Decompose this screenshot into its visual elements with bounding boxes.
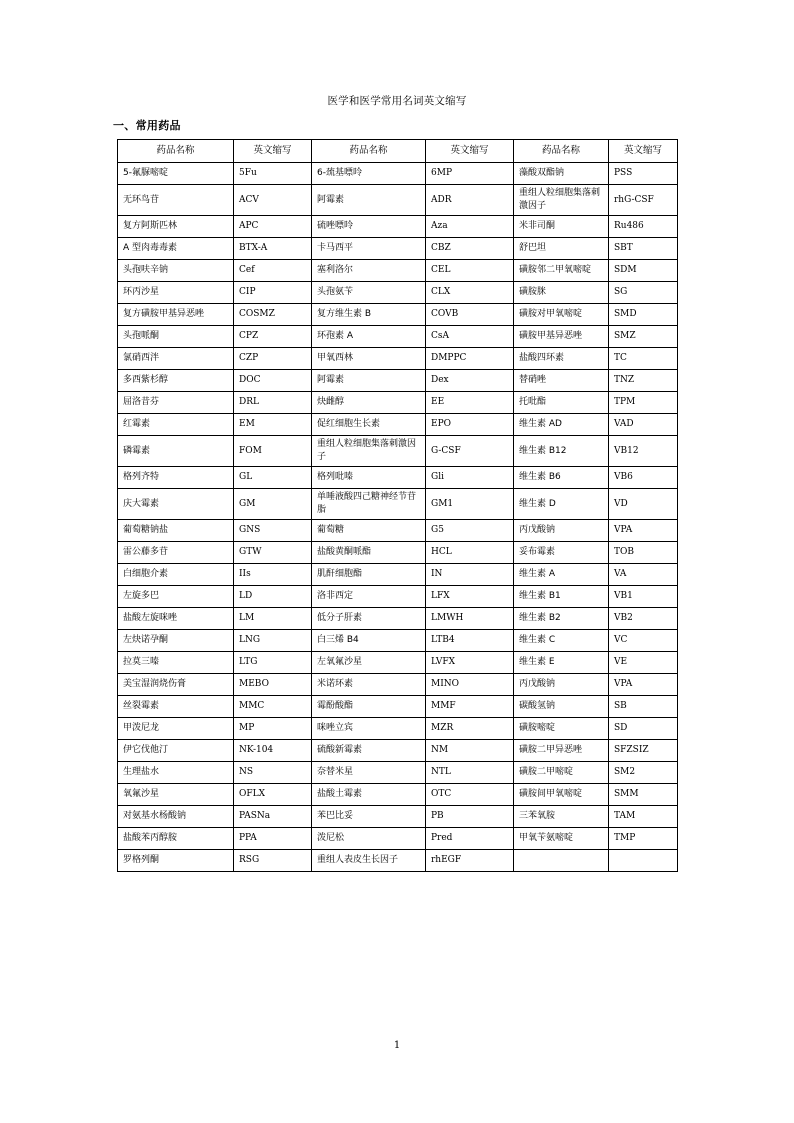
drug-name-cell: 甲泼尼龙 bbox=[118, 718, 234, 740]
drug-name-cell: 磺胺脒 bbox=[514, 282, 609, 304]
drug-name-cell: 头孢哌酮 bbox=[118, 326, 234, 348]
drug-name-cell: 白三烯 B4 bbox=[312, 630, 426, 652]
drug-name-cell: 盐酸黄酮哌酯 bbox=[312, 542, 426, 564]
drug-name-cell: 苯巴比妥 bbox=[312, 806, 426, 828]
drug-name-cell: 6-巯基嘌呤 bbox=[312, 163, 426, 185]
abbreviation-cell: Pred bbox=[426, 828, 514, 850]
abbreviation-cell: VB2 bbox=[609, 608, 678, 630]
drug-name-cell: 低分子肝素 bbox=[312, 608, 426, 630]
abbreviation-cell: SDM bbox=[609, 260, 678, 282]
column-header-abbreviation-1: 英文缩写 bbox=[234, 140, 312, 163]
abbreviation-cell: CIP bbox=[234, 282, 312, 304]
table-row bbox=[118, 282, 678, 304]
abbreviation-cell: CEL bbox=[426, 260, 514, 282]
abbreviation-cell: IN bbox=[426, 564, 514, 586]
table-row bbox=[118, 326, 678, 348]
abbreviation-cell: MINO bbox=[426, 674, 514, 696]
drug-name-cell: 甲氧苄氨嘧啶 bbox=[514, 828, 609, 850]
drug-name-cell: 丝裂霉素 bbox=[118, 696, 234, 718]
abbreviation-cell: GNS bbox=[234, 520, 312, 542]
abbreviation-cell: PPA bbox=[234, 828, 312, 850]
abbreviation-cell: NK-104 bbox=[234, 740, 312, 762]
table-row bbox=[118, 216, 678, 238]
abbreviation-cell: rhG-CSF bbox=[609, 185, 678, 216]
drug-name-cell: 盐酸土霉素 bbox=[312, 784, 426, 806]
drug-name-cell: 左炔诺孕酮 bbox=[118, 630, 234, 652]
drug-name-cell: 舒巴坦 bbox=[514, 238, 609, 260]
page-number: 1 bbox=[393, 1040, 401, 1051]
abbreviation-cell: FOM bbox=[234, 436, 312, 467]
abbreviation-cell bbox=[609, 850, 678, 872]
table-header-row bbox=[118, 140, 678, 163]
drug-name-cell: 维生素 E bbox=[514, 652, 609, 674]
table-row bbox=[118, 467, 678, 489]
drug-name-cell: 复方磺胺甲基异恶唑 bbox=[118, 304, 234, 326]
abbreviation-cell: 6MP bbox=[426, 163, 514, 185]
drug-name-cell: 维生素 B2 bbox=[514, 608, 609, 630]
drug-name-cell: 藻酸双酯钠 bbox=[514, 163, 609, 185]
drug-name-cell: 重组人粒细胞集落刺激因子 bbox=[312, 436, 426, 467]
abbreviation-cell: TMP bbox=[609, 828, 678, 850]
abbreviation-cell: TPM bbox=[609, 392, 678, 414]
drug-name-cell: 格列吡嗪 bbox=[312, 467, 426, 489]
abbreviation-cell: VPA bbox=[609, 674, 678, 696]
abbreviation-cell: rhEGF bbox=[426, 850, 514, 872]
abbreviation-cell: GM bbox=[234, 489, 312, 520]
drug-name-cell: 磺胺甲基异恶唑 bbox=[514, 326, 609, 348]
table-row bbox=[118, 564, 678, 586]
drug-name-cell: 磺胺二甲异恶唑 bbox=[514, 740, 609, 762]
drug-name-cell: 庆大霉素 bbox=[118, 489, 234, 520]
abbreviation-cell: VD bbox=[609, 489, 678, 520]
drug-name-cell: 磺胺对甲氧嘧啶 bbox=[514, 304, 609, 326]
table-row bbox=[118, 238, 678, 260]
abbreviation-cell: DRL bbox=[234, 392, 312, 414]
drug-name-cell: 复方维生素 B bbox=[312, 304, 426, 326]
abbreviation-cell: MP bbox=[234, 718, 312, 740]
drug-name-cell: 肌酐细胞酯 bbox=[312, 564, 426, 586]
abbreviation-cell: BTX-A bbox=[234, 238, 312, 260]
abbreviation-cell: VAD bbox=[609, 414, 678, 436]
drug-name-cell: 盐酸左旋咪唑 bbox=[118, 608, 234, 630]
abbreviation-cell: SD bbox=[609, 718, 678, 740]
abbreviation-cell: NM bbox=[426, 740, 514, 762]
drug-name-cell: 罗格列酮 bbox=[118, 850, 234, 872]
abbreviation-cell: Dex bbox=[426, 370, 514, 392]
abbreviation-cell: MZR bbox=[426, 718, 514, 740]
abbreviation-cell: MMF bbox=[426, 696, 514, 718]
abbreviation-cell: RSG bbox=[234, 850, 312, 872]
drug-name-cell: 格列齐特 bbox=[118, 467, 234, 489]
abbreviation-cell: ACV bbox=[234, 185, 312, 216]
abbreviation-cell: OTC bbox=[426, 784, 514, 806]
drug-name-cell: 无环鸟苷 bbox=[118, 185, 234, 216]
abbreviation-cell: TNZ bbox=[609, 370, 678, 392]
abbreviation-cell: LTG bbox=[234, 652, 312, 674]
drug-name-cell: 甲氧西林 bbox=[312, 348, 426, 370]
drug-name-cell: 维生素 D bbox=[514, 489, 609, 520]
table-row bbox=[118, 163, 678, 185]
abbreviation-cell: LD bbox=[234, 586, 312, 608]
table-row bbox=[118, 806, 678, 828]
abbreviation-cell: DMPPC bbox=[426, 348, 514, 370]
drug-name-cell: 拉莫三嗪 bbox=[118, 652, 234, 674]
drug-name-cell: 磺胺邻二甲氧嘧啶 bbox=[514, 260, 609, 282]
table-row bbox=[118, 436, 678, 467]
column-header-drug-name-1: 药品名称 bbox=[118, 140, 234, 163]
abbreviation-cell: GTW bbox=[234, 542, 312, 564]
abbreviation-cell: CPZ bbox=[234, 326, 312, 348]
table-row bbox=[118, 414, 678, 436]
drug-name-cell: 阿霉素 bbox=[312, 370, 426, 392]
drug-name-cell: 阿霉素 bbox=[312, 185, 426, 216]
abbreviation-cell: TOB bbox=[609, 542, 678, 564]
abbreviation-cell: VC bbox=[609, 630, 678, 652]
abbreviation-cell: CsA bbox=[426, 326, 514, 348]
column-header-drug-name-2: 药品名称 bbox=[312, 140, 426, 163]
drug-name-cell: 葡萄糖 bbox=[312, 520, 426, 542]
table-row bbox=[118, 740, 678, 762]
table-row bbox=[118, 348, 678, 370]
drug-name-cell: 维生素 C bbox=[514, 630, 609, 652]
abbreviation-cell: MEBO bbox=[234, 674, 312, 696]
drug-name-cell: 卡马西平 bbox=[312, 238, 426, 260]
drug-name-cell: 磺胺二甲嘧啶 bbox=[514, 762, 609, 784]
page-title: 医学和医学常用名词英文缩写 bbox=[327, 95, 467, 107]
drug-name-cell: 左氧氟沙星 bbox=[312, 652, 426, 674]
table-row bbox=[118, 762, 678, 784]
drug-name-cell: 三苯氧胺 bbox=[514, 806, 609, 828]
abbreviation-cell: MMC bbox=[234, 696, 312, 718]
drug-name-cell: 生理盐水 bbox=[118, 762, 234, 784]
abbreviation-cell: CZP bbox=[234, 348, 312, 370]
abbreviation-cell: VB1 bbox=[609, 586, 678, 608]
abbreviation-cell: EM bbox=[234, 414, 312, 436]
abbreviation-cell: VPA bbox=[609, 520, 678, 542]
drug-name-cell: 红霉素 bbox=[118, 414, 234, 436]
abbreviation-cell: LNG bbox=[234, 630, 312, 652]
table-row bbox=[118, 850, 678, 872]
column-header-abbreviation-2: 英文缩写 bbox=[426, 140, 514, 163]
abbreviation-cell: SBT bbox=[609, 238, 678, 260]
table-row bbox=[118, 828, 678, 850]
table-row bbox=[118, 674, 678, 696]
abbreviation-cell: HCL bbox=[426, 542, 514, 564]
drug-name-cell: 磷霉素 bbox=[118, 436, 234, 467]
abbreviation-cell: IIs bbox=[234, 564, 312, 586]
abbreviation-cell: 5Fu bbox=[234, 163, 312, 185]
drug-name-cell: 葡萄糖钠盐 bbox=[118, 520, 234, 542]
abbreviation-cell: G5 bbox=[426, 520, 514, 542]
table-row bbox=[118, 520, 678, 542]
drug-abbreviation-table bbox=[117, 139, 678, 872]
drug-name-cell: 促红细胞生长素 bbox=[312, 414, 426, 436]
abbreviation-cell: VB6 bbox=[609, 467, 678, 489]
drug-name-cell: 环丙沙星 bbox=[118, 282, 234, 304]
abbreviation-cell: CBZ bbox=[426, 238, 514, 260]
table-row bbox=[118, 784, 678, 806]
drug-name-cell: 左旋多巴 bbox=[118, 586, 234, 608]
abbreviation-cell: COSMZ bbox=[234, 304, 312, 326]
table-row bbox=[118, 586, 678, 608]
abbreviation-cell: GM1 bbox=[426, 489, 514, 520]
drug-name-cell: 复方阿斯匹林 bbox=[118, 216, 234, 238]
abbreviation-cell: NTL bbox=[426, 762, 514, 784]
abbreviation-cell: COVB bbox=[426, 304, 514, 326]
abbreviation-cell: OFLX bbox=[234, 784, 312, 806]
drug-name-cell: 丙戊酸钠 bbox=[514, 674, 609, 696]
abbreviation-cell: LTB4 bbox=[426, 630, 514, 652]
drug-name-cell: 氯硝西泮 bbox=[118, 348, 234, 370]
table-row bbox=[118, 652, 678, 674]
drug-name-cell: 妥布霉素 bbox=[514, 542, 609, 564]
drug-name-cell: A 型肉毒毒素 bbox=[118, 238, 234, 260]
abbreviation-cell: SMM bbox=[609, 784, 678, 806]
abbreviation-cell: SB bbox=[609, 696, 678, 718]
abbreviation-cell: GL bbox=[234, 467, 312, 489]
drug-name-cell: 单唾液酸四己糖神经节苷脂 bbox=[312, 489, 426, 520]
abbreviation-cell: TAM bbox=[609, 806, 678, 828]
drug-name-cell bbox=[514, 850, 609, 872]
abbreviation-cell: PSS bbox=[609, 163, 678, 185]
drug-name-cell: 碳酸氢钠 bbox=[514, 696, 609, 718]
table-row bbox=[118, 260, 678, 282]
abbreviation-cell: Gli bbox=[426, 467, 514, 489]
drug-name-cell: 白细胞介素 bbox=[118, 564, 234, 586]
abbreviation-cell: SM2 bbox=[609, 762, 678, 784]
column-header-drug-name-3: 药品名称 bbox=[514, 140, 609, 163]
section-heading: 一、常用药品 bbox=[113, 119, 181, 132]
table-row bbox=[118, 630, 678, 652]
abbreviation-cell: LM bbox=[234, 608, 312, 630]
abbreviation-cell: LFX bbox=[426, 586, 514, 608]
drug-name-cell: 美宝湿润烧伤膏 bbox=[118, 674, 234, 696]
abbreviation-cell: EE bbox=[426, 392, 514, 414]
drug-name-cell: 硫唑嘌呤 bbox=[312, 216, 426, 238]
abbreviation-cell: LMWH bbox=[426, 608, 514, 630]
drug-name-cell: 维生素 B6 bbox=[514, 467, 609, 489]
abbreviation-cell: CLX bbox=[426, 282, 514, 304]
drug-name-cell: 盐酸苯丙醇胺 bbox=[118, 828, 234, 850]
drug-name-cell: 替硝唑 bbox=[514, 370, 609, 392]
drug-name-cell: 5-氟脲嘧啶 bbox=[118, 163, 234, 185]
drug-name-cell: 氧氟沙星 bbox=[118, 784, 234, 806]
drug-name-cell: 盐酸四环素 bbox=[514, 348, 609, 370]
table-row bbox=[118, 696, 678, 718]
abbreviation-cell: G-CSF bbox=[426, 436, 514, 467]
table-row bbox=[118, 608, 678, 630]
drug-name-cell: 维生素 AD bbox=[514, 414, 609, 436]
abbreviation-cell: Aza bbox=[426, 216, 514, 238]
table-header bbox=[118, 140, 678, 163]
drug-name-cell: 环孢素 A bbox=[312, 326, 426, 348]
abbreviation-cell: TC bbox=[609, 348, 678, 370]
drug-name-cell: 塞利洛尔 bbox=[312, 260, 426, 282]
abbreviation-cell: VA bbox=[609, 564, 678, 586]
drug-name-cell: 霉酚酸酯 bbox=[312, 696, 426, 718]
drug-name-cell: 维生素 B1 bbox=[514, 586, 609, 608]
drug-name-cell: 奈替米星 bbox=[312, 762, 426, 784]
abbreviation-cell: SFZSIZ bbox=[609, 740, 678, 762]
drug-name-cell: 咪唑立宾 bbox=[312, 718, 426, 740]
abbreviation-cell: SMD bbox=[609, 304, 678, 326]
drug-name-cell: 米诺环素 bbox=[312, 674, 426, 696]
drug-name-cell: 重组人粒细胞集落刺激因子 bbox=[514, 185, 609, 216]
abbreviation-cell: ADR bbox=[426, 185, 514, 216]
drug-name-cell: 维生素 B12 bbox=[514, 436, 609, 467]
table-row bbox=[118, 304, 678, 326]
table-row bbox=[118, 370, 678, 392]
abbreviation-cell: EPO bbox=[426, 414, 514, 436]
abbreviation-cell: Cef bbox=[234, 260, 312, 282]
abbreviation-cell: PB bbox=[426, 806, 514, 828]
drug-name-cell: 托吡酯 bbox=[514, 392, 609, 414]
drug-name-cell: 伊它伐他汀 bbox=[118, 740, 234, 762]
drug-name-cell: 丙戊酸钠 bbox=[514, 520, 609, 542]
column-header-abbreviation-3: 英文缩写 bbox=[609, 140, 678, 163]
table-row bbox=[118, 718, 678, 740]
drug-name-cell: 硫酸新霉素 bbox=[312, 740, 426, 762]
abbreviation-cell: SG bbox=[609, 282, 678, 304]
drug-name-cell: 洛非西定 bbox=[312, 586, 426, 608]
abbreviation-cell: VE bbox=[609, 652, 678, 674]
abbreviation-cell: SMZ bbox=[609, 326, 678, 348]
abbreviation-cell: PASNa bbox=[234, 806, 312, 828]
table-row bbox=[118, 542, 678, 564]
abbreviation-cell: Ru486 bbox=[609, 216, 678, 238]
table-row bbox=[118, 185, 678, 216]
table-row bbox=[118, 392, 678, 414]
abbreviation-cell: NS bbox=[234, 762, 312, 784]
drug-name-cell: 头孢氨苄 bbox=[312, 282, 426, 304]
drug-name-cell: 对氨基水杨酸钠 bbox=[118, 806, 234, 828]
abbreviation-cell: VB12 bbox=[609, 436, 678, 467]
table-row bbox=[118, 489, 678, 520]
abbreviation-cell: DOC bbox=[234, 370, 312, 392]
drug-name-cell: 屈洛昔芬 bbox=[118, 392, 234, 414]
drug-name-cell: 磺胺嘧啶 bbox=[514, 718, 609, 740]
drug-name-cell: 炔雌醇 bbox=[312, 392, 426, 414]
abbreviation-cell: APC bbox=[234, 216, 312, 238]
drug-name-cell: 磺胺间甲氧嘧啶 bbox=[514, 784, 609, 806]
drug-name-cell: 泼尼松 bbox=[312, 828, 426, 850]
drug-name-cell: 重组人表皮生长因子 bbox=[312, 850, 426, 872]
drug-name-cell: 头孢呋辛钠 bbox=[118, 260, 234, 282]
abbreviation-cell: LVFX bbox=[426, 652, 514, 674]
drug-name-cell: 雷公藤多苷 bbox=[118, 542, 234, 564]
drug-name-cell: 米非司酮 bbox=[514, 216, 609, 238]
drug-name-cell: 维生素 A bbox=[514, 564, 609, 586]
table-body bbox=[118, 163, 678, 872]
drug-name-cell: 多西紫杉醇 bbox=[118, 370, 234, 392]
